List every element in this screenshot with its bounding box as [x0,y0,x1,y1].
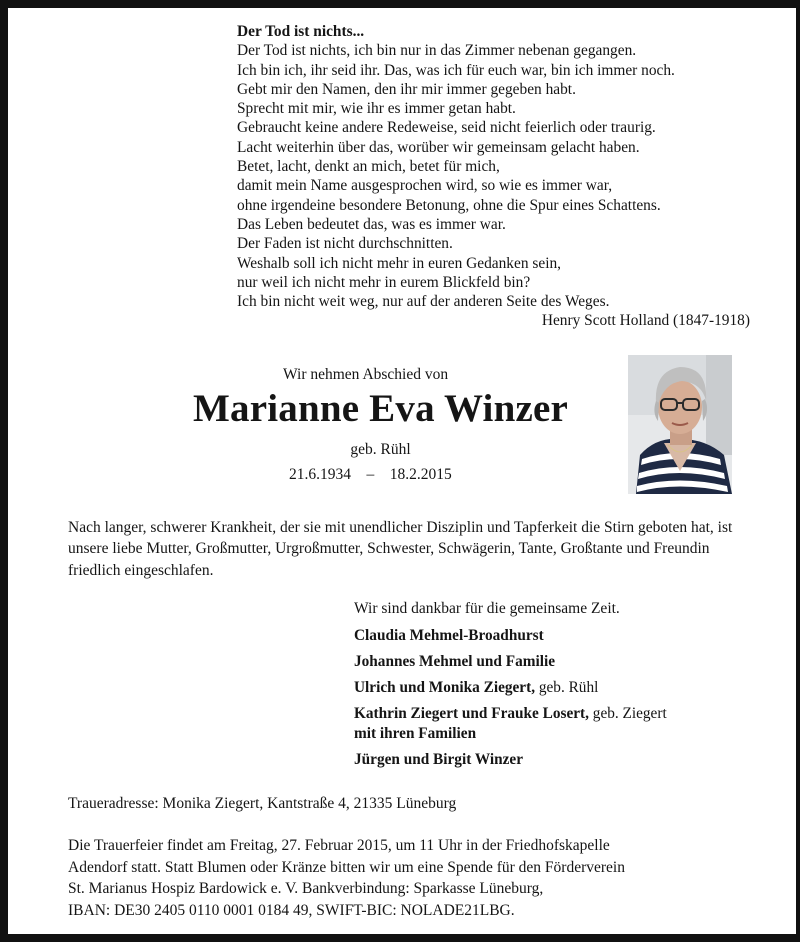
farewell-intro: Wir nehmen Abschied von [283,366,449,383]
death-message: Nach langer, schwerer Krankheit, der sie mit unendlicher Disziplin und Tapferkeit die Stirn geboten hat, ist unsere liebe Mutter, Großmutter, Urgroßmutter, Schwester, Schwägerin, Tante, Großtante und Freundin friedlich eingeschlafen. [68,519,733,579]
mourner-entry [354,678,667,698]
funeral-line: St. Marianus Hospiz Bardowick e. V. Bankverbindung: Sparkasse Lüneburg, [68,880,544,897]
thanks-line: Wir sind dankbar für die gemeinsame Zeit. [354,600,620,617]
poem-line: nur weil ich nicht mehr in eurem Blickfeld bin? [237,273,531,291]
mourner-note: geb. Ziegert [588,705,667,722]
life-dates [289,466,452,484]
deceased-name: Marianne Eva Winzer [192,387,568,430]
birth-date: 21.6.1934 [289,466,351,483]
mourner-entry [354,750,667,770]
poem-line: Das Leben bedeutet das, was es immer war. [237,215,506,233]
poem-line: damit mein Name ausgesprochen wird, so wie es immer war, [237,177,613,195]
mourner-families: mit ihren Familien [354,725,477,742]
poem [237,22,757,331]
mourner-name: Claudia Mehmel-Broadhurst [354,627,544,644]
poem-line: Ich bin ich, ihr seid ihr. Das, was ich für euch war, bin ich immer noch. [237,61,675,79]
mourner-name: Kathrin Ziegert und Frauke Losert, [354,705,589,722]
mourners-list [354,626,667,776]
poem-line: Lacht weiterhin über das, worüber wir gemeinsam gelacht haben. [237,138,640,156]
funeral-line: Adendorf statt. Statt Blumen oder Kränze bitten wir um eine Spende für den Förderverein [68,858,625,876]
mourner-name: Jürgen und Birgit Winzer [354,751,523,768]
poem-line: Sprecht mit mir, wie ihr es immer getan habt. [237,100,516,118]
mourning-address: Traueradresse: Monika Ziegert, Kantstraße 4, 21335 Lüneburg [68,795,457,812]
mourner-name: Ulrich und Monika Ziegert, [354,679,536,696]
mourner-entry [354,626,667,646]
portrait-image [628,355,732,494]
mourner-entry [354,652,667,672]
poem-line: ohne irgendeine besondere Betonung, ohne die Spur eines Schattens. [237,196,661,214]
poem-line: Ich bin nicht weit weg, nur auf der anderen Seite des Weges. [237,293,610,311]
mourner-name: Johannes Mehmel und Familie [354,653,555,670]
funeral-line: Die Trauerfeier findet am Freitag, 27. Februar 2015, um 11 Uhr in der Friedhofskapelle [68,837,610,854]
mourner-entry [354,704,667,744]
poem-title: Der Tod ist nichts... [237,23,365,40]
poem-line: Betet, lacht, denkt an mich, betet für mich, [237,158,500,176]
poem-line: Der Faden ist nicht durchschnitten. [237,235,453,253]
mourner-note: geb. Rühl [535,679,599,696]
death-date: 18.2.2015 [389,466,452,483]
birth-name: geb. Rühl [350,441,411,458]
funeral-info [68,835,758,921]
poem-line: Gebt mir den Namen, den ihr mir immer gegeben habt. [237,80,576,98]
date-separator: – [366,466,375,483]
poem-line: Gebraucht keine andere Redeweise, seid nicht feierlich oder traurig. [237,119,656,137]
poem-author: Henry Scott Holland (1847-1918) [541,312,750,330]
poem-line: Der Tod ist nichts, ich bin nur in das Zimmer nebenan gegangen. [237,42,637,60]
portrait-photo [628,355,732,494]
poem-line: Weshalb soll ich nicht mehr in euren Gedanken sein, [237,254,562,272]
funeral-line: IBAN: DE30 2405 0110 0001 0184 49, SWIFT-BIC: NOLADE21LBG. [68,901,515,919]
